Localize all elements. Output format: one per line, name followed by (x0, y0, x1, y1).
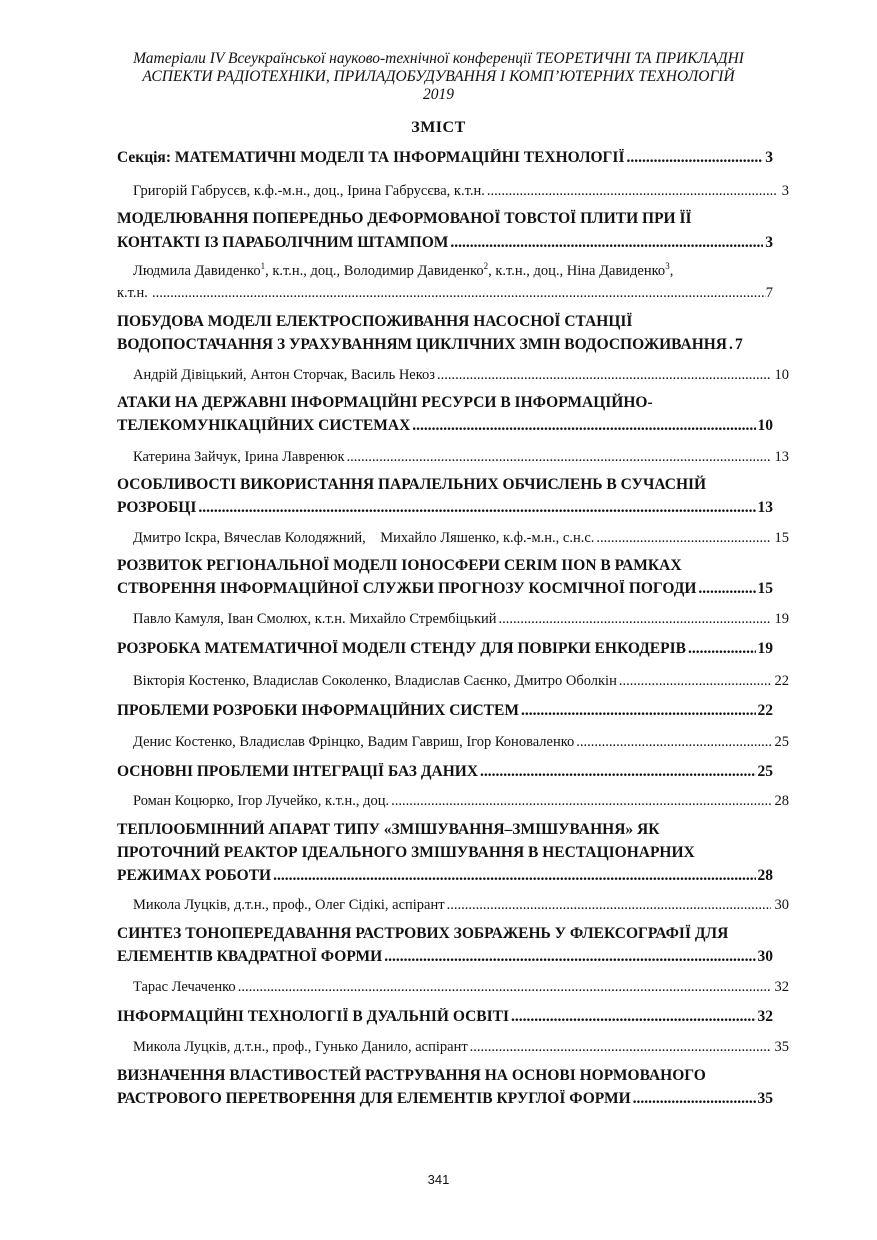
dot-leader (412, 417, 755, 435)
affiliation-mark: 3 (665, 261, 670, 272)
toc-section-line[interactable] (117, 149, 773, 167)
authors-page: 28 (774, 793, 789, 809)
section-label: Секція: МАТЕМАТИЧНІ МОДЕЛІ ТА ІНФОРМАЦІЙНІ ТЕХНОЛОГІЇ (117, 149, 625, 166)
dot-leader (688, 640, 756, 658)
authors-text: Дмитро Іскра, Вячеслав Колодяжний, Михайло Ляшенко, к.ф.-м.н., с.н.с. (133, 530, 595, 546)
dot-leader (384, 948, 755, 966)
header-year: 2019 (423, 86, 454, 103)
toc-authors-line-cont[interactable] (117, 285, 773, 302)
header-line-2: АСПЕКТИ РАДІОТЕХНІКИ, ПРИЛАДОБУДУВАННЯ І КОМП’ЮТЕРНИХ ТЕХНОЛОГІЙ (142, 68, 735, 85)
dot-leader (633, 1090, 756, 1108)
toc-authors-line[interactable] (117, 897, 789, 914)
authors-text: , к.т.н., доц., Ніна Давиденко (488, 263, 666, 279)
title-text: ВОДОПОСТАЧАННЯ З УРАХУВАННЯМ ЦИКЛІЧНИХ ЗМІН ВОДОСПОЖИВАННЯ (117, 336, 728, 353)
authors-text: к.т.н. (117, 285, 148, 301)
toc-authors-line[interactable] (117, 449, 789, 466)
affiliation-mark: 1 (260, 261, 266, 272)
title-text: ЕЛЕМЕНТІВ КВАДРАТНОЇ ФОРМИ (117, 948, 383, 965)
authors-page: 22 (774, 673, 789, 689)
authors-text: Катерина Зайчук, Ірина Лавренюк (133, 449, 345, 465)
authors-text: Роман Коцюрко, Ігор Лучейко, к.т.н., доц. (133, 793, 390, 809)
title-page: 19 (757, 640, 773, 657)
dot-leader (626, 149, 763, 167)
toc-title-line-last[interactable] (117, 867, 773, 885)
authors-page: 13 (774, 449, 789, 465)
authors-text: Вікторія Костенко, Владислав Соколенко, Владислав Саєнко, Дмитро Оболкін (133, 673, 617, 689)
section-page: 3 (765, 149, 773, 166)
authors-text: , (669, 263, 674, 279)
affiliation-mark: 2 (483, 261, 489, 272)
toc-title-line[interactable]: ВИЗНАЧЕННЯ ВЛАСТИВОСТЕЙ РАСТРУВАННЯ НА ОСНОВІ НОРМОВАНОГО (117, 1067, 706, 1084)
dot-leader (450, 234, 763, 252)
authors-text: Микола Луцків, д.т.н., проф., Гунько Данило, аспірант (133, 1039, 468, 1055)
authors-text: Денис Костенко, Владислав Фрінцко, Вадим Гавриш, Ігор Коноваленко (133, 734, 575, 750)
toc-authors-line[interactable] (117, 611, 789, 628)
authors-page: 32 (774, 979, 789, 995)
dot-leader (698, 580, 755, 598)
dot-leader (273, 867, 755, 885)
title-text: ОСНОВНІ ПРОБЛЕМИ ІНТЕГРАЦІЇ БАЗ ДАНИХ (117, 763, 479, 780)
dot-leader (511, 1008, 755, 1026)
dot-leader (576, 734, 770, 751)
authors-text: , к.т.н., доц., Володимир Давиденко (265, 263, 484, 279)
dot-leader (480, 763, 755, 781)
authors-text: Людмила Давиденко (133, 263, 261, 279)
toc-authors-line[interactable] (117, 734, 789, 751)
toc-title-line-last[interactable] (117, 640, 773, 658)
toc-title-line-last[interactable] (117, 1090, 773, 1108)
toc-title-line-last[interactable] (117, 948, 773, 966)
title-page: 25 (757, 763, 773, 780)
conference-header (100, 50, 777, 104)
dot-leader (198, 499, 755, 517)
dot-leader (619, 673, 771, 690)
authors-page: 19 (774, 611, 789, 627)
toc-title-line[interactable]: ПРОТОЧНИЙ РЕАКТОР ІДЕАЛЬНОГО ЗМІШУВАННЯ В НЕСТАЦІОНАРНИХ (117, 844, 695, 861)
authors-text: Григорій Габрусєв, к.ф.-м.н., доц., Ірина Габрусєва, к.т.н. (133, 183, 485, 199)
title-text: РАСТРОВОГО ПЕРЕТВОРЕННЯ ДЛЯ ЕЛЕМЕНТІВ КРУГЛОЇ ФОРМИ (117, 1090, 631, 1107)
toc-authors-line[interactable] (117, 979, 789, 996)
title-page: 30 (757, 948, 773, 965)
authors-text: Павло Камуля, Іван Смолюх, к.т.н. Михайло Стрембіцький (133, 611, 497, 627)
toc-title-line-last[interactable] (117, 499, 773, 517)
header-line-1: Матеріали IV Всеукраїнської науково-технічної конференції ТЕОРЕТИЧНІ ТА ПРИКЛАДНІ (133, 50, 744, 67)
toc-title: ЗМІСТ (411, 119, 466, 136)
title-text: СТВОРЕННЯ ІНФОРМАЦІЙНОЇ СЛУЖБИ ПРОГНОЗУ КОСМІЧНОЇ ПОГОДИ (117, 580, 697, 597)
title-page: 7 (735, 336, 743, 353)
title-text: РОЗРОБКА МАТЕМАТИЧНОЇ МОДЕЛІ СТЕНДУ ДЛЯ ПОВІРКИ ЕНКОДЕРІВ (117, 640, 686, 657)
title-page: 35 (757, 1090, 773, 1107)
toc-title-line[interactable]: ТЕПЛООБМІННИЙ АПАРАТ ТИПУ «ЗМІШУВАННЯ–ЗМІШУВАННЯ» ЯК (117, 821, 660, 838)
title-page: 15 (757, 580, 773, 597)
authors-page: 10 (774, 367, 789, 383)
title-page: 13 (757, 499, 773, 516)
toc-authors-line[interactable] (117, 263, 789, 280)
dot-leader (729, 336, 733, 354)
toc-title-line[interactable]: ОСОБЛИВОСТІ ВИКОРИСТАННЯ ПАРАЛЕЛЬНИХ ОБЧИСЛЕНЬ В СУЧАСНІЙ (117, 476, 707, 493)
dot-leader (596, 530, 770, 547)
dot-leader (470, 1039, 771, 1056)
toc-authors-line[interactable] (117, 183, 789, 200)
dot-leader (347, 449, 771, 466)
toc-authors-line[interactable] (117, 1039, 789, 1056)
toc-title-line-last[interactable] (117, 234, 773, 252)
toc-title-line-last[interactable] (117, 417, 773, 435)
toc-title-line-last[interactable] (117, 702, 773, 720)
authors-page: 30 (774, 897, 789, 913)
toc-authors-line[interactable] (117, 367, 789, 384)
title-text: РОЗРОБЦІ (117, 499, 197, 516)
authors-page: 35 (774, 1039, 789, 1055)
toc-authors-line[interactable] (117, 530, 789, 547)
authors-text: Андрій Дівіцький, Антон Сторчак, Василь Некоз (133, 367, 436, 383)
title-text: ТЕЛЕКОМУНІКАЦІЙНИХ СИСТЕМАХ (117, 417, 411, 434)
toc-title-line-last[interactable] (117, 1008, 773, 1026)
dot-leader (487, 183, 778, 200)
title-page: 22 (757, 702, 773, 719)
dot-leader (152, 285, 766, 302)
dot-leader (499, 611, 771, 628)
page-number: 341 (427, 1172, 450, 1187)
title-text: ІНФОРМАЦІЙНІ ТЕХНОЛОГІЇ В ДУАЛЬНІЙ ОСВІТІ (117, 1008, 510, 1025)
toc-title-line[interactable]: СИНТЕЗ ТОНОПЕРЕДАВАННЯ РАСТРОВИХ ЗОБРАЖЕНЬ У ФЛЕКСОГРАФІЇ ДЛЯ (117, 925, 729, 942)
authors-text: Микола Луцків, д.т.н., проф., Олег Сідікі, аспірант (133, 897, 445, 913)
toc-authors-line[interactable] (117, 793, 789, 810)
title-page: 3 (765, 234, 773, 251)
toc-title-line[interactable]: АТАКИ НА ДЕРЖАВНІ ІНФОРМАЦІЙНІ РЕСУРСИ В ІНФОРМАЦІЙНО- (117, 394, 653, 411)
dot-leader (437, 367, 770, 384)
authors-text: Тарас Лечаченко (133, 979, 236, 995)
toc-title-line[interactable]: ПОБУДОВА МОДЕЛІ ЕЛЕКТРОСПОЖИВАННЯ НАСОСНОЇ СТАНЦІЇ (117, 313, 633, 330)
authors-page: 3 (781, 183, 789, 199)
title-page: 28 (757, 867, 773, 884)
authors-page: 7 (765, 285, 773, 301)
toc-title-line[interactable]: РОЗВИТОК РЕГІОНАЛЬНОЇ МОДЕЛІ ІОНОСФЕРИ CERIM IION В РАМКАХ (117, 557, 682, 574)
title-page: 32 (757, 1008, 773, 1025)
title-text: РЕЖИМАХ РОБОТИ (117, 867, 272, 884)
dot-leader (391, 793, 770, 810)
authors-page: 15 (774, 530, 789, 546)
authors-page: 25 (774, 734, 789, 750)
toc-title-line-last[interactable] (117, 580, 773, 598)
toc-title-line-last[interactable] (117, 336, 773, 354)
title-text: КОНТАКТІ ІЗ ПАРАБОЛІЧНИМ ШТАМПОМ (117, 234, 449, 251)
toc-authors-line[interactable] (117, 673, 789, 690)
dot-leader (447, 897, 771, 914)
title-page: 10 (757, 417, 773, 434)
title-text: ПРОБЛЕМИ РОЗРОБКИ ІНФОРМАЦІЙНИХ СИСТЕМ (117, 702, 519, 719)
dot-leader (521, 702, 756, 720)
toc-title-line-last[interactable] (117, 763, 773, 781)
toc-title-line[interactable]: МОДЕЛЮВАННЯ ПОПЕРЕДНЬО ДЕФОРМОВАНОЇ ТОВСТОЇ ПЛИТИ ПРИ ЇЇ (117, 210, 692, 227)
dot-leader (238, 979, 771, 996)
